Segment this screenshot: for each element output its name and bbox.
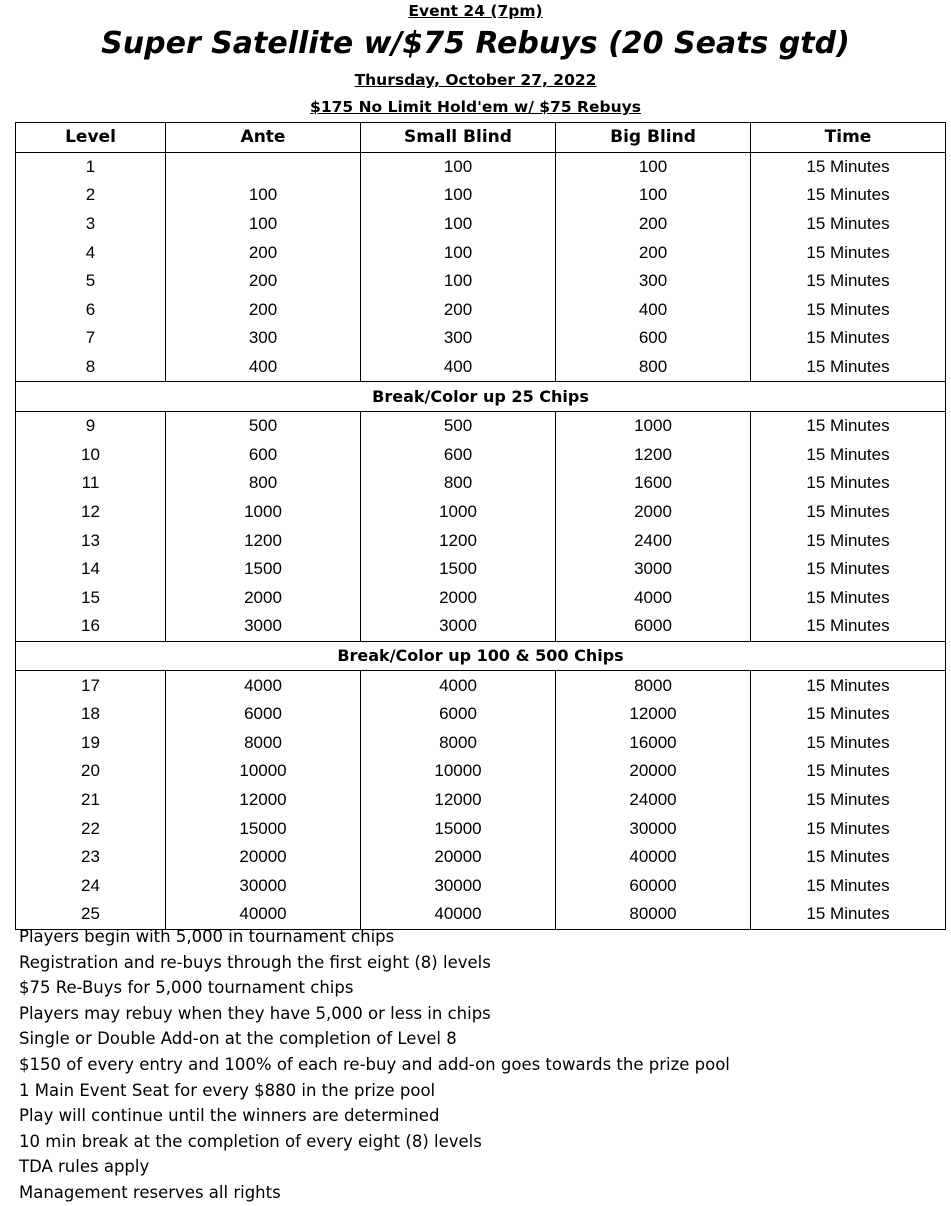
table-row	[16, 498, 946, 527]
table-row	[16, 152, 946, 181]
big-blind-cell: 800	[556, 353, 751, 382]
small-blind-cell: 100	[361, 210, 556, 239]
column-header-ante: Ante	[166, 123, 361, 153]
big-blind-cell: 400	[556, 296, 751, 325]
ante-cell: 1200	[166, 526, 361, 555]
small-blind-cell: 2000	[361, 584, 556, 613]
event-title: Super Satellite w/$75 Rebuys (20 Seats gtd)	[101, 26, 850, 61]
level-cell: 13	[16, 526, 166, 555]
table-row	[16, 786, 946, 815]
small-blind-cell: 1000	[361, 498, 556, 527]
small-blind-cell: 6000	[361, 700, 556, 729]
ante-cell: 8000	[166, 728, 361, 757]
small-blind-cell: 1200	[361, 526, 556, 555]
time-cell: 15 Minutes	[751, 441, 946, 470]
small-blind-cell: 15000	[361, 814, 556, 843]
big-blind-cell: 300	[556, 267, 751, 296]
level-cell: 21	[16, 786, 166, 815]
big-blind-cell: 600	[556, 324, 751, 353]
small-blind-cell: 200	[361, 296, 556, 325]
ante-cell: 12000	[166, 786, 361, 815]
big-blind-cell: 30000	[556, 814, 751, 843]
rule-item: TDA rules apply	[19, 1157, 150, 1177]
table-row	[16, 526, 946, 555]
small-blind-cell: 10000	[361, 757, 556, 786]
time-cell: 15 Minutes	[751, 786, 946, 815]
ante-cell: 200	[166, 238, 361, 267]
level-cell: 16	[16, 612, 166, 641]
event-date: Thursday, October 27, 2022	[354, 71, 597, 89]
time-cell: 15 Minutes	[751, 152, 946, 181]
time-cell: 15 Minutes	[751, 210, 946, 239]
level-cell: 17	[16, 671, 166, 700]
table-row	[16, 612, 946, 641]
big-blind-cell: 24000	[556, 786, 751, 815]
level-cell: 7	[16, 324, 166, 353]
time-cell: 15 Minutes	[751, 469, 946, 498]
time-cell: 15 Minutes	[751, 353, 946, 382]
column-header-big-blind: Big Blind	[556, 123, 751, 153]
ante-cell: 200	[166, 296, 361, 325]
small-blind-cell: 100	[361, 267, 556, 296]
rule-item: Players may rebuy when they have 5,000 or less in chips	[19, 1003, 491, 1023]
level-cell: 6	[16, 296, 166, 325]
big-blind-cell: 40000	[556, 843, 751, 872]
level-cell: 4	[16, 238, 166, 267]
table-row	[16, 757, 946, 786]
ante-cell: 400	[166, 353, 361, 382]
small-blind-cell: 8000	[361, 728, 556, 757]
ante-cell: 100	[166, 181, 361, 210]
time-cell: 15 Minutes	[751, 900, 946, 929]
rule-item: Management reserves all rights	[19, 1182, 281, 1202]
ante-cell: 20000	[166, 843, 361, 872]
column-header-level: Level	[16, 123, 166, 153]
small-blind-cell: 100	[361, 238, 556, 267]
level-cell: 22	[16, 814, 166, 843]
time-cell: 15 Minutes	[751, 871, 946, 900]
rules-list	[19, 924, 939, 1206]
small-blind-cell: 400	[361, 353, 556, 382]
rule-item: $75 Re-Buys for 5,000 tournament chips	[19, 978, 354, 998]
level-cell: 3	[16, 210, 166, 239]
table-row	[16, 843, 946, 872]
table-row	[16, 441, 946, 470]
time-cell: 15 Minutes	[751, 238, 946, 267]
small-blind-cell: 100	[361, 181, 556, 210]
small-blind-cell: 600	[361, 441, 556, 470]
event-number: Event 24 (7pm)	[408, 2, 543, 20]
time-cell: 15 Minutes	[751, 612, 946, 641]
big-blind-cell: 20000	[556, 757, 751, 786]
table-row	[16, 469, 946, 498]
level-cell: 19	[16, 728, 166, 757]
level-cell: 14	[16, 555, 166, 584]
level-cell: 24	[16, 871, 166, 900]
time-cell: 15 Minutes	[751, 555, 946, 584]
small-blind-cell: 100	[361, 152, 556, 181]
rule-item: Single or Double Add-on at the completion of Level 8	[19, 1029, 457, 1049]
big-blind-cell: 200	[556, 210, 751, 239]
table-row	[16, 871, 946, 900]
time-cell: 15 Minutes	[751, 324, 946, 353]
break-label: Break/Color up 25 Chips	[16, 382, 946, 412]
level-cell: 25	[16, 900, 166, 929]
level-cell: 23	[16, 843, 166, 872]
level-cell: 5	[16, 267, 166, 296]
break-label: Break/Color up 100 & 500 Chips	[16, 641, 946, 671]
big-blind-cell: 2000	[556, 498, 751, 527]
rule-item: Play will continue until the winners are determined	[19, 1106, 440, 1126]
small-blind-cell: 500	[361, 411, 556, 440]
big-blind-cell: 1200	[556, 441, 751, 470]
level-cell: 10	[16, 441, 166, 470]
big-blind-cell: 80000	[556, 900, 751, 929]
column-header-small-blind: Small Blind	[361, 123, 556, 153]
time-cell: 15 Minutes	[751, 671, 946, 700]
big-blind-cell: 200	[556, 238, 751, 267]
level-cell: 8	[16, 353, 166, 382]
ante-cell: 40000	[166, 900, 361, 929]
big-blind-cell: 2400	[556, 526, 751, 555]
small-blind-cell: 800	[361, 469, 556, 498]
table-row	[16, 555, 946, 584]
ante-cell: 2000	[166, 584, 361, 613]
big-blind-cell: 4000	[556, 584, 751, 613]
rule-item: 10 min break at the completion of every eight (8) levels	[19, 1131, 482, 1151]
ante-cell: 100	[166, 210, 361, 239]
ante-cell: 4000	[166, 671, 361, 700]
table-row	[16, 210, 946, 239]
table-body	[16, 152, 946, 929]
level-cell: 18	[16, 700, 166, 729]
big-blind-cell: 1600	[556, 469, 751, 498]
time-cell: 15 Minutes	[751, 728, 946, 757]
big-blind-cell: 16000	[556, 728, 751, 757]
break-row	[16, 382, 946, 412]
small-blind-cell: 12000	[361, 786, 556, 815]
rule-item: Registration and re-buys through the first eight (8) levels	[19, 952, 491, 972]
table-row	[16, 181, 946, 210]
small-blind-cell: 20000	[361, 843, 556, 872]
small-blind-cell: 1500	[361, 555, 556, 584]
level-cell: 11	[16, 469, 166, 498]
big-blind-cell: 100	[556, 152, 751, 181]
table-row	[16, 324, 946, 353]
table-row	[16, 700, 946, 729]
ante-cell: 1500	[166, 555, 361, 584]
table-row	[16, 267, 946, 296]
small-blind-cell: 4000	[361, 671, 556, 700]
time-cell: 15 Minutes	[751, 814, 946, 843]
level-cell: 9	[16, 411, 166, 440]
ante-cell: 10000	[166, 757, 361, 786]
big-blind-cell: 12000	[556, 700, 751, 729]
ante-cell: 6000	[166, 700, 361, 729]
time-cell: 15 Minutes	[751, 296, 946, 325]
big-blind-cell: 100	[556, 181, 751, 210]
time-cell: 15 Minutes	[751, 584, 946, 613]
table-row	[16, 353, 946, 382]
level-cell: 12	[16, 498, 166, 527]
time-cell: 15 Minutes	[751, 181, 946, 210]
ante-cell: 500	[166, 411, 361, 440]
column-header-time: Time	[751, 123, 946, 153]
ante-cell: 300	[166, 324, 361, 353]
big-blind-cell: 1000	[556, 411, 751, 440]
time-cell: 15 Minutes	[751, 843, 946, 872]
ante-cell: 600	[166, 441, 361, 470]
big-blind-cell: 3000	[556, 555, 751, 584]
ante-cell: 800	[166, 469, 361, 498]
ante-cell: 30000	[166, 871, 361, 900]
ante-cell: 1000	[166, 498, 361, 527]
game-description: $175 No Limit Hold'em w/ $75 Rebuys	[310, 98, 641, 116]
small-blind-cell: 3000	[361, 612, 556, 641]
blind-structure-table	[15, 122, 946, 930]
time-cell: 15 Minutes	[751, 498, 946, 527]
table-row	[16, 238, 946, 267]
big-blind-cell: 8000	[556, 671, 751, 700]
big-blind-cell: 6000	[556, 612, 751, 641]
time-cell: 15 Minutes	[751, 757, 946, 786]
rule-item: 1 Main Event Seat for every $880 in the prize pool	[19, 1080, 436, 1100]
table-row	[16, 671, 946, 700]
small-blind-cell: 30000	[361, 871, 556, 900]
level-cell: 20	[16, 757, 166, 786]
time-cell: 15 Minutes	[751, 700, 946, 729]
level-cell: 2	[16, 181, 166, 210]
break-row	[16, 641, 946, 671]
table-row	[16, 584, 946, 613]
level-cell: 1	[16, 152, 166, 181]
ante-cell	[166, 152, 361, 181]
rule-item: $150 of every entry and 100% of each re-buy and add-on goes towards the prize pool	[19, 1054, 730, 1074]
table-row	[16, 411, 946, 440]
small-blind-cell: 40000	[361, 900, 556, 929]
time-cell: 15 Minutes	[751, 526, 946, 555]
table-header-row	[16, 123, 946, 153]
ante-cell: 15000	[166, 814, 361, 843]
ante-cell: 3000	[166, 612, 361, 641]
table-row	[16, 814, 946, 843]
small-blind-cell: 300	[361, 324, 556, 353]
ante-cell: 200	[166, 267, 361, 296]
rule-item: Players begin with 5,000 in tournament chips	[19, 927, 395, 946]
table-row	[16, 728, 946, 757]
table-row	[16, 296, 946, 325]
big-blind-cell: 60000	[556, 871, 751, 900]
time-cell: 15 Minutes	[751, 411, 946, 440]
time-cell: 15 Minutes	[751, 267, 946, 296]
level-cell: 15	[16, 584, 166, 613]
